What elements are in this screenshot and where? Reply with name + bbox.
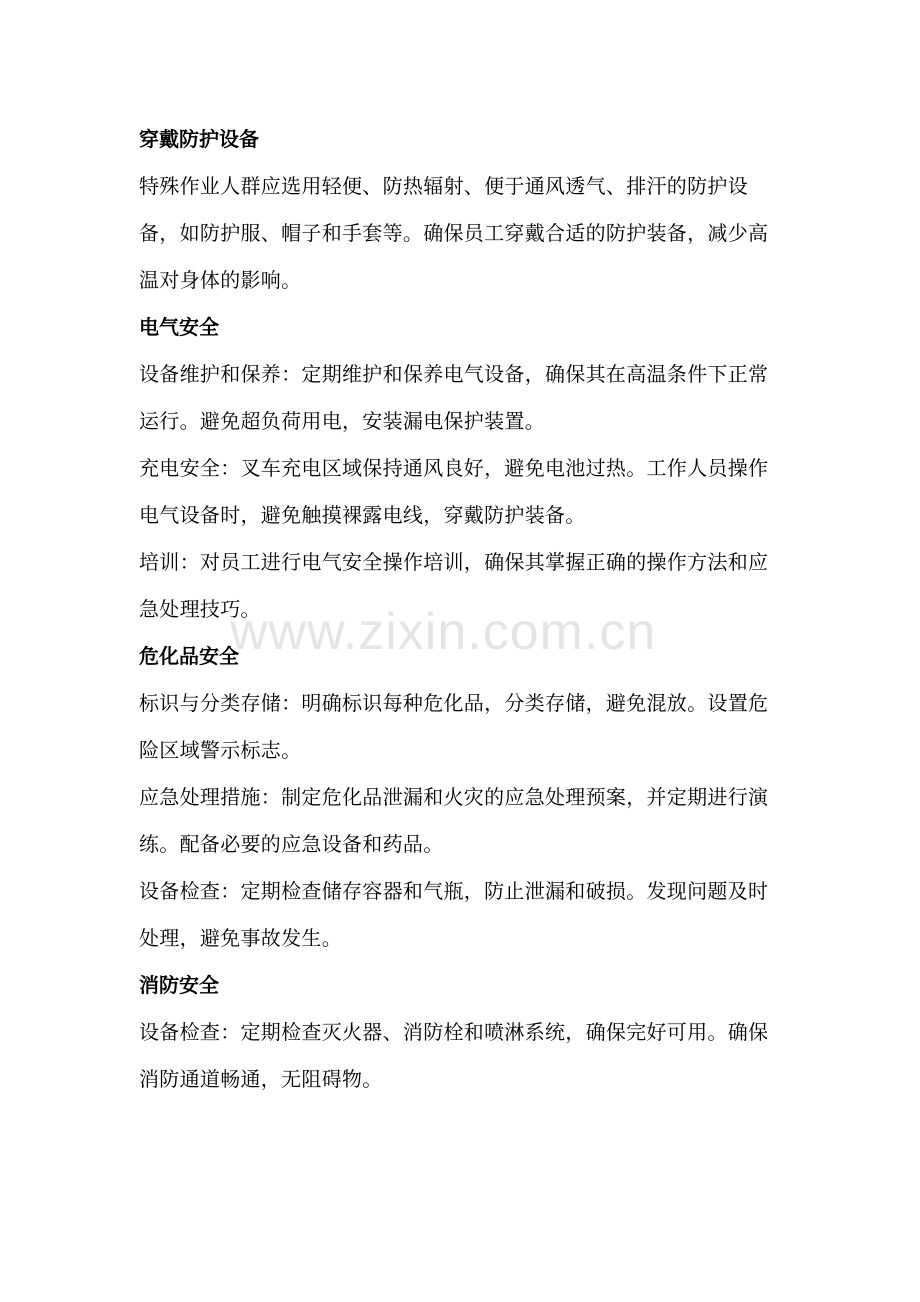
paragraph: 培训：对员工进行电气安全操作培训，确保其掌握正确的操作方法和应急处理技巧。 — [139, 550, 769, 621]
watermark: www.zixin.com.cn — [230, 603, 657, 661]
section-electrical-safety — [139, 304, 779, 633]
paragraph: 应急处理措施：制定危化品泄漏和火灾的应急处理预案，并定期进行演练。配备必要的应急设备和药品。 — [139, 785, 769, 856]
section-title: 穿戴防护设备 — [139, 127, 259, 151]
section-title: 电气安全 — [139, 315, 219, 339]
paragraph: 充电安全：叉车充电区域保持通风良好，避免电池过热。工作人员操作电气设备时，避免触摸裸露电线，穿戴防护装备。 — [139, 456, 769, 527]
section-protective-equipment — [139, 116, 779, 304]
section-fire-safety — [139, 962, 779, 1103]
paragraph: 特殊作业人群应选用轻便、防热辐射、便于通风透气、排汗的防护设备，如防护服、帽子和手套等。确保员工穿戴合适的防护装备，减少高温对身体的影响。 — [139, 174, 769, 292]
section-title: 消防安全 — [139, 973, 219, 997]
paragraph: 标识与分类存储：明确标识每种危化品，分类存储，避免混放。设置危险区域警示标志。 — [139, 691, 769, 762]
paragraph: 设备检查：定期检查灭火器、消防栓和喷淋系统，确保完好可用。确保消防通道畅通，无阻碍物。 — [139, 1020, 769, 1091]
paragraph: 设备检查：定期检查储存容器和气瓶，防止泄漏和破损。发现问题及时处理，避免事故发生。 — [139, 879, 769, 950]
document-body — [139, 116, 779, 1103]
section-hazardous-chemicals — [139, 633, 779, 962]
section-title: 危化品安全 — [139, 644, 239, 668]
paragraph: 设备维护和保养：定期维护和保养电气设备，确保其在高温条件下正常运行。避免超负荷用电，安装漏电保护装置。 — [139, 362, 769, 433]
